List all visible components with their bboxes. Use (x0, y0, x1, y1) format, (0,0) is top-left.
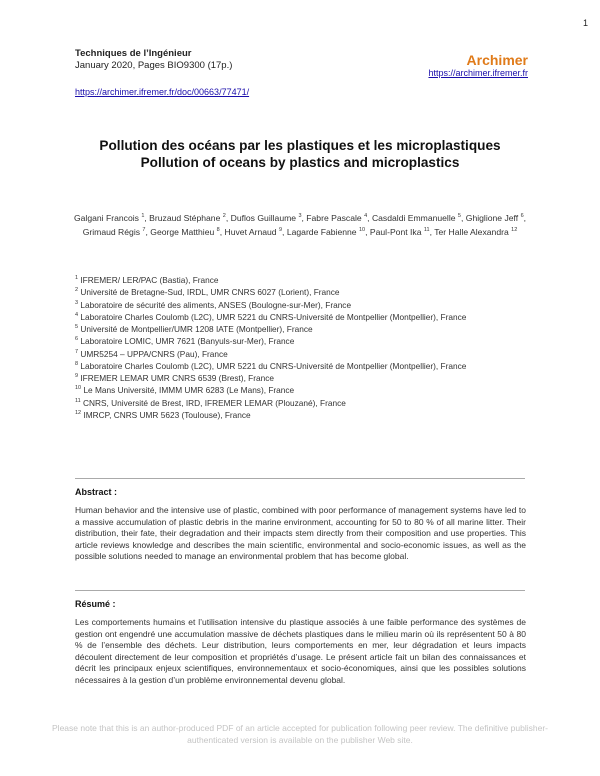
author-list: Galgani Francois $^1$, Bruzaud Stéphane $^2$, Duflos Guillaume $^3$, Fabre Pascale $^4$, Casdaldi Emmanuelle $^5$, Ghiglione Jeff $^6$, Grimaud Régis $^7$, George Matthieu $^8$, Huvet Arnaud $^9$, Lagarde Fabienne $^{10}$, Paul-Pont Ika $^{11}$, Ter Halle Alexandra $^{12}$ (73, 212, 527, 237)
journal-name: Techniques de l’Ingénieur (75, 48, 192, 59)
affiliation-number: 5 (75, 324, 79, 331)
journal-date-pages: January 2020, Pages BIO9300 (17p.) (75, 60, 233, 71)
author-affiliation-ref: 10 (358, 226, 366, 233)
affiliation-text: IMRCP, CNRS UMR 5623 (Toulouse), France (83, 409, 251, 420)
affiliation-text: Laboratoire Charles Coulomb (L2C), UMR 5221 du CNRS-Université de Montpellier (Montpellier), France (80, 360, 467, 371)
author-name: Fabre Pascale (306, 212, 362, 223)
affiliation-number: 1 (75, 275, 79, 281)
doi-link[interactable]: https://archimer.ifremer.fr/doc/00663/77471/ (75, 87, 250, 97)
divider (75, 478, 525, 479)
author-name: George Matthieu (150, 226, 215, 237)
affiliation-text: IFREMER LEMAR UMR CNRS 6539 (Brest), France (80, 372, 275, 383)
affiliation-number: 10 (75, 385, 82, 392)
repository-header (428, 52, 528, 78)
affiliation-text: Université de Montpellier/UMR 1208 IATE (Montpellier), France (80, 323, 313, 334)
author-name: Ghiglione Jeff (465, 212, 519, 223)
affiliation-item (75, 371, 545, 383)
affiliation-item (75, 359, 545, 371)
author-affiliation-ref: 8 (216, 226, 220, 233)
author-affiliation-ref: 7 (142, 226, 146, 233)
affiliation-item (75, 396, 545, 408)
article-titles (60, 137, 540, 171)
affiliation-number: 8 (75, 360, 79, 367)
title-english: Pollution of oceans by plastics and microplastics (140, 155, 460, 170)
author-name: Huvet Arnaud (224, 226, 277, 237)
author-affiliation-ref: 6 (520, 213, 524, 219)
abstract-heading: Abstract : (75, 487, 118, 497)
resume-text: Les comportements humains et l’utilisation intensive du plastique associés à une faible performance des systèmes de gestion ont engendré une accumulation massive de déchets plastiques dans le milieu marin où ils représentent 50 à 80 % de l’ensemble des déchets. Leur distribution, leurs comportements en mer, leur dégradation et leurs impacts découlent directement de leur composition et propriétés d’usage. Le présent article fait un bilan des connaissances et décrit les principaux enjeux scientifiques, environnementaux et socio-économiques, ainsi que les possibles solutions nécessaires à la gestion d’un problème environnemental devenu global. (75, 617, 526, 685)
author-name: Paul-Pont Ika (369, 226, 422, 237)
affiliation-list (75, 273, 545, 420)
affiliation-number: 12 (75, 409, 82, 416)
affiliation-text: CNRS, Université de Brest, IRD, IFREMER LEMAR (Plouzané), France (83, 397, 346, 408)
abstract-text: Human behavior and the intensive use of plastic, combined with poor performance of management systems have led to a massive accumulation of plastic debris in the marine environment, accounting for 50 to 80 % of all marine litter. Their distribution, their fate, their degradation and their impacts stem directly from their composition and use properties. This article reviews knowledge and describes the main scientific, environmental and socio-economic issues, as well as the possible solutions needed to manage an environmental problem that has become global. (75, 505, 526, 562)
author-name: Bruzaud Stéphane (149, 212, 221, 223)
affiliation-number: 11 (75, 397, 81, 404)
page-number: 1 (582, 18, 588, 28)
affiliation-item (75, 334, 545, 346)
affiliation-number: 6 (75, 336, 79, 343)
author-affiliation-ref: 12 (511, 226, 518, 233)
affiliation-text: IFREMER/ LER/PAC (Bastia), France (80, 274, 219, 285)
affiliation-number: 9 (75, 373, 79, 380)
title-french: Pollution des océans par les plastiques et les microplastiques (99, 138, 501, 153)
author-affiliation-ref: 3 (298, 213, 302, 219)
author-affiliation-ref: 1 (141, 213, 145, 219)
affiliation-text: Laboratoire LOMIC, UMR 7621 (Banyuls-sur-Mer), France (80, 336, 295, 347)
affiliation-number: 4 (75, 311, 79, 318)
affiliation-text: Université de Bretagne-Sud, IRDL, UMR CNRS 6027 (Lorient), France (80, 287, 340, 298)
affiliation-item (75, 298, 545, 310)
affiliation-text: Laboratoire de sécurité des aliments, ANSES (Boulogne-sur-Mer), France (80, 299, 352, 310)
author-version-notice: Please note that this is an author-produced PDF of an article accepted for publication following peer review. The definitive publisher-authenticated version is available on the publisher Web site. (52, 723, 548, 745)
affiliation-item (75, 310, 545, 322)
author-affiliation-ref: 4 (364, 213, 368, 219)
affiliation-number: 2 (75, 287, 79, 294)
author-name: Grimaud Régis (82, 226, 141, 237)
journal-info (75, 48, 232, 72)
author-name: Lagarde Fabienne (286, 226, 357, 237)
affiliation-number: 3 (75, 299, 79, 306)
author-name: Ter Halle Alexandra (434, 226, 509, 237)
affiliation-number: 7 (75, 348, 79, 355)
author-affiliation-ref: 11 (423, 226, 430, 233)
affiliation-text: UMR5254 – UPPA/CNRS (Pau), France (80, 348, 228, 359)
archimer-link[interactable]: https://archimer.ifremer.fr (428, 68, 528, 78)
affiliation-item (75, 383, 545, 395)
author-name: Casdaldi Emmanuelle (371, 212, 456, 223)
affiliation-item (75, 347, 545, 359)
affiliation-item (75, 322, 545, 334)
author-name: Duflos Guillaume (230, 212, 297, 223)
affiliation-item (75, 273, 545, 285)
archimer-logo-text: Archimer (466, 52, 528, 68)
affiliation-item (75, 408, 545, 420)
affiliation-item (75, 285, 545, 297)
author-affiliation-ref: 9 (278, 226, 283, 233)
author-affiliation-ref: 5 (457, 213, 461, 219)
author-affiliation-ref: 2 (222, 213, 226, 219)
resume-heading: Résumé : (75, 599, 116, 609)
divider (75, 590, 525, 591)
affiliation-text: Le Mans Université, IMMM UMR 6283 (Le Mans), France (83, 385, 295, 396)
affiliation-text: Laboratoire Charles Coulomb (L2C), UMR 5221 du CNRS-Université de Montpellier (Montpellier), France (80, 311, 467, 322)
author-name: Galgani Francois (73, 212, 139, 223)
